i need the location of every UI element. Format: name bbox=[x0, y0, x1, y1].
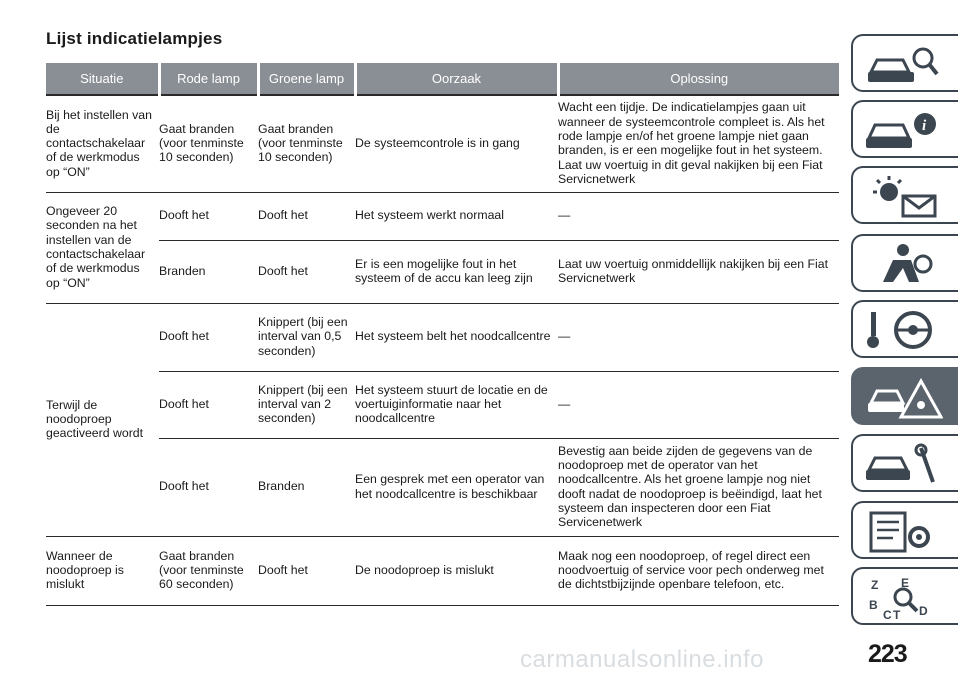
indicator-table bbox=[46, 63, 839, 606]
cell-groene-lamp: Knippert (bij een interval van 0,5 seconden) bbox=[258, 303, 355, 371]
cell-rode-lamp: Dooft het bbox=[159, 192, 258, 240]
table-row bbox=[46, 95, 839, 192]
cell-situatie: Terwijl de noodoproep geactiveerd wordt bbox=[46, 303, 159, 536]
cell-groene-lamp: Gaat branden (voor tenminste 10 seconden) bbox=[258, 95, 355, 192]
tab-maintenance-care[interactable] bbox=[851, 434, 958, 492]
cell-rode-lamp: Dooft het bbox=[159, 438, 258, 536]
breakdown-warning-triangle-icon bbox=[863, 375, 943, 421]
page-number: 223 bbox=[868, 640, 907, 668]
cell-oplossing: Laat uw voertuig onmiddellijk nakijken bij een Fiat Servicnetwerk bbox=[558, 240, 839, 303]
cell-oorzaak: Het systeem belt het noodcallcentre bbox=[355, 303, 558, 371]
table-header-row bbox=[46, 63, 839, 95]
cell-groene-lamp: Knippert (bij een interval van 2 seconden) bbox=[258, 371, 355, 438]
watermark: carmanualsonline.info bbox=[520, 646, 764, 673]
cell-oplossing: Bevestig aan beide zijden de gegevens van de noodoproep met de operator van het noodcallcentre. Als het groene lampje nog niet dooft nadat de noodoproep is beëindigd, laat het systeem dan inspecteren door een Fiat Servicenetwerk bbox=[558, 438, 839, 536]
car-info-icon bbox=[863, 108, 943, 154]
table-row bbox=[46, 303, 839, 371]
tab-warning-lights[interactable] bbox=[851, 166, 958, 224]
cell-oorzaak: De systeemcontrole is in gang bbox=[355, 95, 558, 192]
header-situatie: Situatie bbox=[46, 63, 159, 95]
table-row bbox=[46, 536, 839, 605]
tab-index[interactable] bbox=[851, 567, 958, 625]
cell-oorzaak: Een gesprek met een operator van het noodcallcentre is beschikbaar bbox=[355, 438, 558, 536]
table-row bbox=[46, 371, 839, 438]
svg-text:T: T bbox=[893, 608, 901, 621]
cell-oorzaak: Het systeem stuurt de locatie en de voertuiginformatie naar het noodcallcentre bbox=[355, 371, 558, 438]
cell-situatie: Ongeveer 20 seconden na het instellen van de contactschakelaar of de werkmodus op “ON” bbox=[46, 192, 159, 303]
cell-oplossing: — bbox=[558, 192, 839, 240]
svg-text:C: C bbox=[883, 608, 892, 621]
svg-text:Z: Z bbox=[871, 578, 879, 592]
cell-rode-lamp: Branden bbox=[159, 240, 258, 303]
cell-groene-lamp: Dooft het bbox=[258, 240, 355, 303]
header-rode-lamp: Rode lamp bbox=[159, 63, 258, 95]
svg-text:B: B bbox=[869, 598, 878, 612]
table-row bbox=[46, 240, 839, 303]
cell-oorzaak: De noodoproep is mislukt bbox=[355, 536, 558, 605]
tab-starting-driving[interactable] bbox=[851, 300, 958, 358]
cell-groene-lamp: Branden bbox=[258, 438, 355, 536]
cell-rode-lamp: Dooft het bbox=[159, 303, 258, 371]
tab-knowing-instrument-panel[interactable] bbox=[851, 100, 958, 158]
tab-safety[interactable] bbox=[851, 234, 958, 292]
alphabetical-index-icon bbox=[863, 575, 943, 621]
cell-situatie: Wanneer de noodoproep is mislukt bbox=[46, 536, 159, 605]
cell-groene-lamp: Dooft het bbox=[258, 192, 355, 240]
airbag-person-icon bbox=[863, 242, 943, 288]
car-search-icon bbox=[863, 42, 943, 88]
svg-text:D: D bbox=[919, 604, 928, 618]
table-row bbox=[46, 192, 839, 240]
cell-oorzaak: Het systeem werkt normaal bbox=[355, 192, 558, 240]
cell-rode-lamp: Dooft het bbox=[159, 371, 258, 438]
cell-oorzaak: Er is een mogelijke fout in het systeem of de accu kan leeg zijn bbox=[355, 240, 558, 303]
car-maintenance-icon bbox=[863, 442, 943, 488]
cell-oplossing: — bbox=[558, 303, 839, 371]
cell-oplossing: Wacht een tijdje. De indicatielampjes gaan uit wanneer de systeemcontrole compleet is. Als het rode lampje en/of het groene lampje niet gaan branden, is er een mogelijke fout in het systeem. Laat uw voertuig in dit geval nakijken bij een Fiat Servicnetwerk bbox=[558, 95, 839, 192]
svg-text:E: E bbox=[901, 576, 910, 590]
key-steering-wheel-icon bbox=[863, 308, 943, 354]
header-oorzaak: Oorzaak bbox=[355, 63, 558, 95]
warning-lights-message-icon bbox=[863, 174, 943, 220]
cell-rode-lamp: Gaat branden (voor tenminste 10 seconden) bbox=[159, 95, 258, 192]
tab-technical-data[interactable] bbox=[851, 501, 958, 559]
table-row bbox=[46, 438, 839, 536]
cell-oplossing: Maak nog een noodoproep, of regel direct een noodvoertuig of service voor pech onderweg met de dichtstbijzijnde openbare telefoon, etc. bbox=[558, 536, 839, 605]
header-oplossing: Oplossing bbox=[558, 63, 839, 95]
header-groene-lamp: Groene lamp bbox=[258, 63, 355, 95]
technical-data-gears-icon bbox=[863, 509, 943, 555]
cell-rode-lamp: Gaat branden (voor tenminste 60 seconden) bbox=[159, 536, 258, 605]
cell-groene-lamp: Dooft het bbox=[258, 536, 355, 605]
svg-text:i: i bbox=[922, 118, 927, 134]
cell-oplossing: — bbox=[558, 371, 839, 438]
cell-situatie: Bij het instellen van de contactschakelaar of de werkmodus op “ON” bbox=[46, 95, 159, 192]
tab-in-an-emergency[interactable] bbox=[851, 367, 958, 425]
tab-knowing-your-car[interactable] bbox=[851, 34, 958, 92]
page-title: Lijst indicatielampjes bbox=[46, 29, 223, 48]
